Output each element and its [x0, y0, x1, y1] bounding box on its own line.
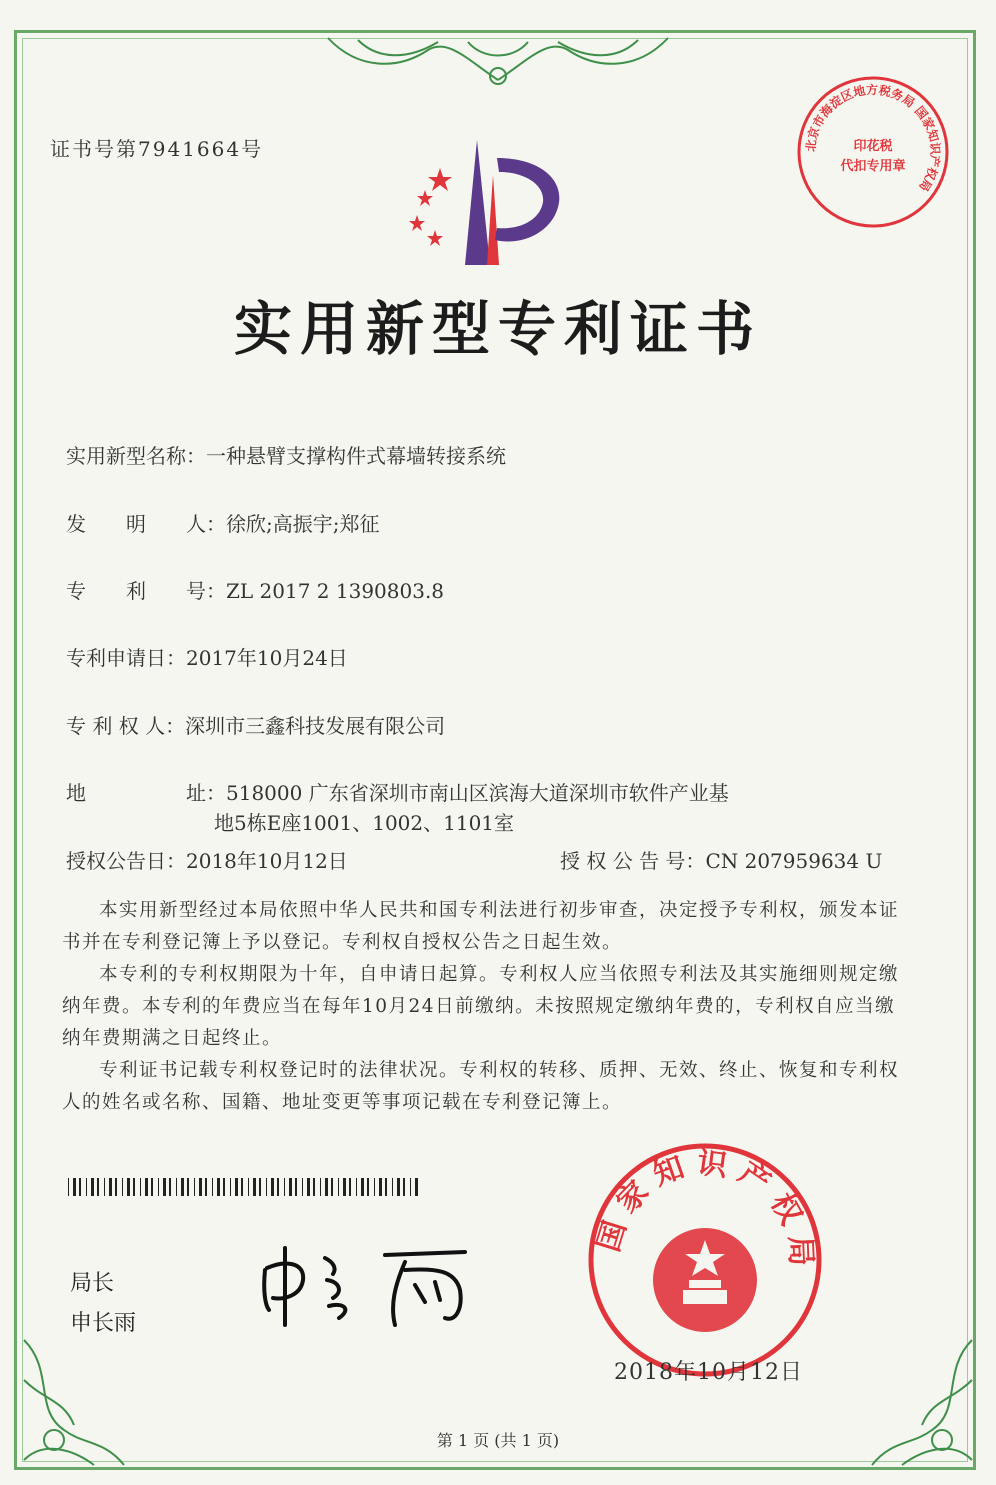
svg-text:国家知识产权局: 国家知识产权局 [591, 1145, 819, 1277]
utility-model-name-value: 一种悬臂支撑构件式幕墙转接系统 [206, 444, 506, 468]
body-paragraph-1: 本实用新型经过本局依照中华人民共和国专利法进行初步审查，决定授予专利权，颁发本证书并在专利登记簿上予以登记。专利权自授权公告之日起生效。 [62, 900, 900, 953]
certificate-number: 证书号第7941664号 [50, 137, 264, 161]
inventor-label: 发 明 人： [66, 512, 226, 536]
grant-number-value: CN 207959634 U [705, 849, 883, 873]
certificate-title: 实用新型专利证书 [233, 295, 762, 363]
patent-number-value: ZL 2017 2 1390803.8 [226, 579, 445, 603]
grant-date-value: 2018年10月12日 [186, 849, 348, 873]
body-paragraph-2: 本专利的专利权期限为十年，自申请日起算。专利权人应当依照专利法及其实施细则规定缴纳年费。本专利的年费应当在每年10月24日前缴纳。未按照规定缴纳年费的，专利权自应当缴纳年费期满之日起终止。 [62, 964, 900, 1049]
seal-date: 2018年10月12日 [614, 1360, 803, 1385]
patentee-row [66, 710, 445, 739]
top-ornament [318, 30, 678, 92]
application-date-value: 2017年10月24日 [186, 646, 348, 670]
page-number: 第 1 页 (共 1 页) [436, 1431, 560, 1450]
application-date-row [66, 642, 348, 671]
grant-number-label: 授 权 公 告 号： [560, 849, 706, 873]
address-row [66, 777, 729, 806]
tax-stamp-seal [793, 72, 953, 232]
grant-date-label: 授权公告日： [66, 849, 186, 873]
director-title: 局长 [70, 1271, 115, 1296]
grant-date-row [66, 845, 348, 874]
utility-model-name-row [66, 440, 506, 469]
patent-number-label: 专 利 号： [66, 579, 226, 603]
svg-text:代扣专用章: 代扣专用章 [840, 159, 906, 174]
address-line-1: 518000 广东省深圳市南山区滨海大道深圳市软件产业基 [226, 781, 729, 805]
svg-text:北京市海淀区地方税务局 国家知识产权局: 北京市海淀区地方税务局 国家知识产权局 [803, 82, 943, 194]
grant-number-row [560, 845, 882, 874]
patentee-value: 深圳市三鑫科技发展有限公司 [185, 714, 446, 738]
certificate-body [62, 895, 914, 1119]
body-paragraph-3: 专利证书记载专利权登记时的法律状况。专利权的转移、质押、无效、终止、恢复和专利权人的姓名或名称、国籍、地址变更等事项记载在专利登记簿上。 [62, 1060, 900, 1113]
inventor-value: 徐欣;高振宇;郑征 [226, 512, 380, 536]
utility-model-name-label: 实用新型名称： [66, 444, 206, 468]
patentee-label: 专 利 权 人： [66, 714, 186, 738]
application-date-label: 专利申请日： [66, 646, 186, 670]
svg-text:印花税: 印花税 [853, 139, 893, 154]
inventor-row [66, 508, 379, 537]
address-line-2: 地5栋E座1001、1002、1101室 [214, 811, 515, 835]
national-ip-office-seal [585, 1140, 825, 1380]
patent-number-row [66, 575, 444, 604]
director-name: 申长雨 [70, 1311, 137, 1336]
barcode [68, 1178, 420, 1196]
address-label: 地 址： [66, 781, 226, 805]
patent-office-logo [395, 140, 575, 270]
director-signature [255, 1240, 495, 1330]
